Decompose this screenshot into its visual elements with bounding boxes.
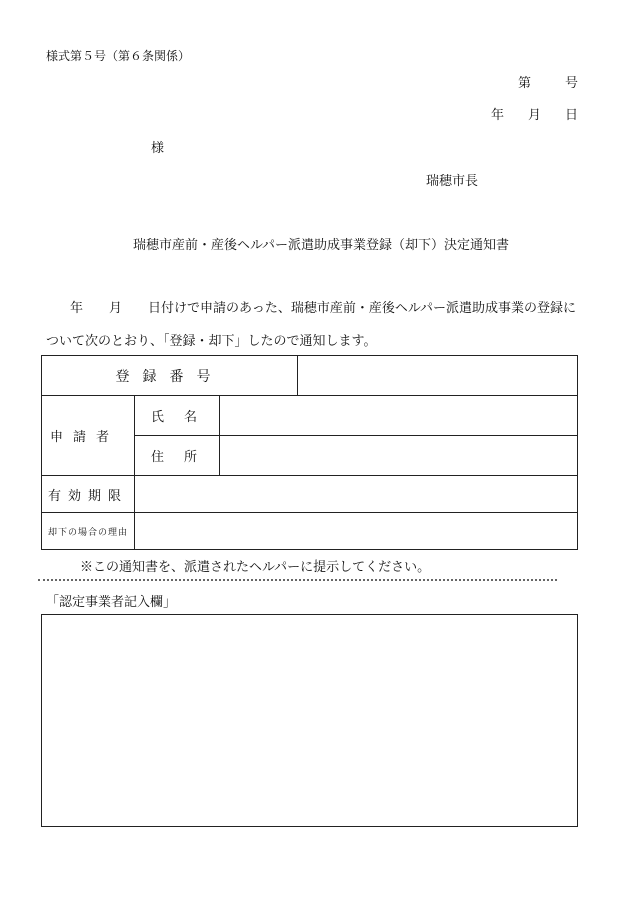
body-line-1 xyxy=(70,297,576,316)
addressee: 様 xyxy=(151,141,165,156)
registration-number-field[interactable] xyxy=(298,356,578,396)
form-number: 様式第５号（第６条関係） xyxy=(46,49,191,63)
provider-section-title: 「認定事業者記入欄」 xyxy=(46,595,177,610)
body-year: 年 xyxy=(70,301,84,316)
body-month: 月 xyxy=(109,301,123,316)
instruction-note: ※この通知書を、派遣されたヘルパーに提示してください。 xyxy=(80,560,431,575)
name-field[interactable] xyxy=(220,396,578,436)
provider-entry-box[interactable] xyxy=(41,614,578,827)
rejection-reason-field[interactable] xyxy=(135,513,578,550)
date-month: 月 xyxy=(528,108,542,123)
document-number xyxy=(518,72,578,91)
rejection-reason-label: 却下の場合の理由 xyxy=(42,513,135,550)
issue-date xyxy=(491,104,578,123)
body-line-2: ついて次のとおり、「登録・却下」したので通知します。 xyxy=(46,334,377,349)
document-title: 瑞穂市産前・産後ヘルパー派遣助成事業登録（却下）決定通知書 xyxy=(132,238,510,253)
doc-no-suffix: 号 xyxy=(565,76,579,91)
body-line-1-rest: 日付けで申請のあった、瑞穂市産前・産後ヘルパー派遣助成事業の登録に xyxy=(148,301,576,316)
name-label: 氏名 xyxy=(135,396,220,436)
issuer: 瑞穂市長 xyxy=(426,174,479,189)
address-label: 住所 xyxy=(135,436,220,476)
applicant-label: 申請者 xyxy=(42,396,135,476)
date-year: 年 xyxy=(491,108,505,123)
dotted-divider xyxy=(38,579,557,581)
date-day: 日 xyxy=(565,108,579,123)
registration-table xyxy=(41,355,578,550)
doc-no-prefix: 第 xyxy=(518,76,532,91)
validity-period-label: 有効期限 xyxy=(42,476,135,513)
validity-period-field[interactable] xyxy=(135,476,578,513)
address-field[interactable] xyxy=(220,436,578,476)
registration-number-label: 登録番号 xyxy=(42,356,298,396)
